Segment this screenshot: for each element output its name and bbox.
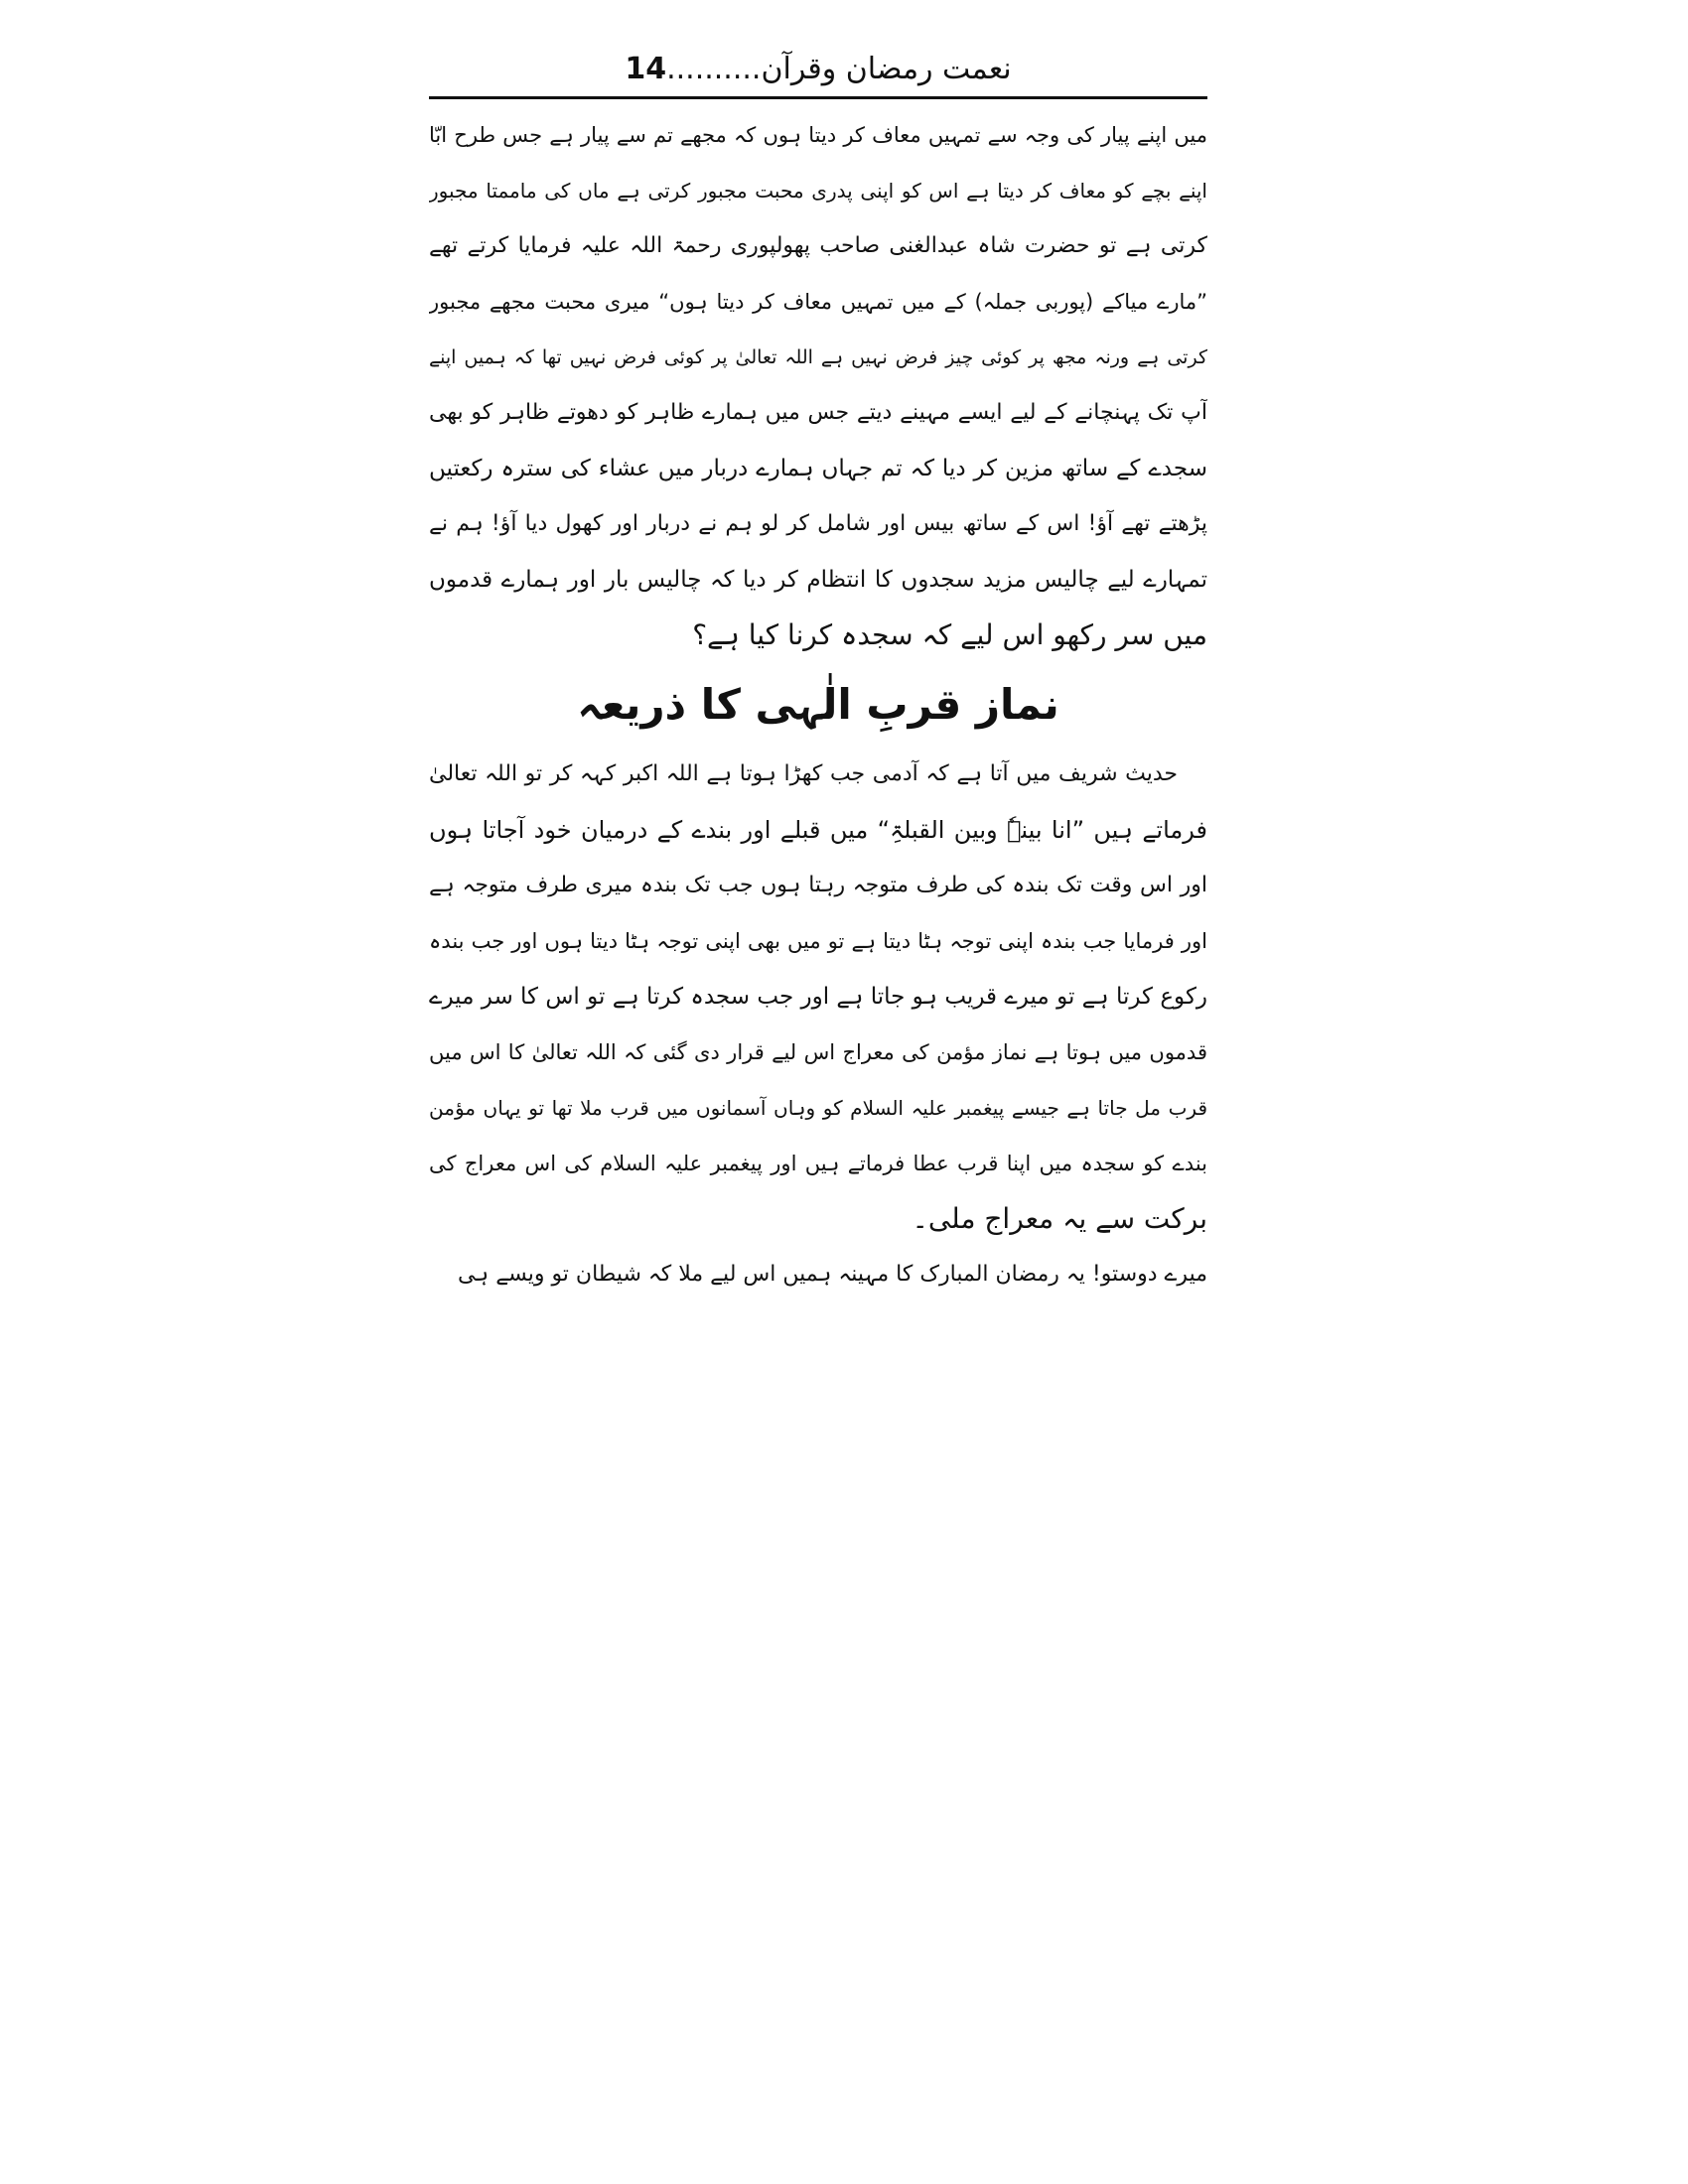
paragraph-1	[429, 107, 1207, 663]
text-line: بندے کو سجدہ میں اپنا قرب عطا فرماتے ہیں اور پیغمبر علیہ السلام کی اس معراج کی	[429, 1152, 1207, 1175]
page-body	[429, 107, 1207, 1302]
running-header-title: نعمت رمضان وقرآن	[761, 52, 1012, 86]
text-line: کرتی ہے ورنہ مجھ پر کوئی چیز فرض نہیں ہے اللہ تعالیٰ پر کوئی فرض نہیں تھا کہ ہمیں اپنے	[429, 346, 1207, 368]
text-line: کرتی ہے تو حضرت شاہ عبدالغنی صاحب پھولپوری رحمۃ اللہ علیہ فرمایا کرتے تھے	[429, 233, 1207, 258]
text-line: اور فرمایا جب بندہ اپنی توجہ ہٹا دیتا ہے تو میں بھی اپنی توجہ ہٹا دیتا ہوں اور جب بندہ	[429, 929, 1207, 953]
text-line: میں اپنے پیار کی وجہ سے تمہیں معاف کر دیتا ہوں کہ مجھے تم سے پیار ہے جس طرح ابّا	[429, 123, 1207, 147]
text-line: قدموں میں ہوتا ہے نماز مؤمن کی معراج اس لیے قرار دی گئی کہ اللہ تعالیٰ کا اس میں	[429, 1040, 1207, 1064]
text-line: میرے دوستو! یہ رمضان المبارک کا مہینہ ہمیں اس لیے ملا کہ شیطان تو ویسے ہی	[457, 1262, 1207, 1287]
paragraph-3	[429, 1247, 1207, 1302]
text-line: آپ تک پہنچانے کے لیے ایسے مہینے دیتے جس میں ہمارے ظاہر کو دھوتے ظاہر کو بھی	[429, 400, 1207, 425]
text-line: اور اس وقت تک بندہ کی طرف متوجہ رہتا ہوں جب تک بندہ میری طرف متوجہ ہے	[429, 873, 1207, 897]
section-heading: نماز قربِ الٰہی کا ذریعہ	[577, 680, 1059, 729]
text-line: پڑھتے تھے آؤ! اس کے ساتھ بیس اور شامل کر لو ہم نے دربار اور کھول دیا آؤ! ہم نے	[429, 511, 1207, 536]
text-line: فرماتے ہیں ”انا بینہٗ وبین القبلۃِ“ میں قبلے اور بندے کے درمیان خود آجاتا ہوں	[429, 816, 1207, 844]
text-line: میں سر رکھو اس لیے کہ سجدہ کرنا کیا ہے؟	[692, 618, 1207, 651]
text-line: ”مارے میاکے (پوربی جملہ) کے میں تمہیں معاف کر دیتا ہوں“ میری محبت مجھے مجبور	[429, 290, 1207, 314]
running-header	[429, 44, 1207, 95]
text-line: قرب مل جاتا ہے جیسے پیغمبر علیہ السلام کو وہاں آسمانوں میں قرب ملا تھا تو یہاں مؤمن	[429, 1096, 1207, 1120]
text-line: سجدے کے ساتھ مزین کر دیا کہ تم جہاں ہمارے دربار میں عشاء کی سترہ رکعتیں	[429, 456, 1207, 481]
paragraph-2	[429, 747, 1207, 1247]
text-line: اپنے بچے کو معاف کر دیتا ہے اس کو اپنی پدری محبت مجبور کرتی ہے ماں کی ماممتا مجبور	[429, 179, 1207, 203]
header-rule	[429, 96, 1207, 99]
text-line: برکت سے یہ معراج ملی۔	[912, 1202, 1207, 1235]
running-header-dots: ..........	[666, 52, 762, 86]
text-line: تمہارے لیے چالیس مزید سجدوں کا انتظام کر دیا کہ چالیس بار اور ہمارے قدموں	[429, 567, 1207, 593]
text-line: رکوع کرتا ہے تو میرے قریب ہو جاتا ہے اور جب سجدہ کرتا ہے تو اس کا سر میرے	[429, 984, 1207, 1010]
page-number: 14	[625, 52, 667, 86]
text-line: حدیث شریف میں آتا ہے کہ آدمی جب کھڑا ہوتا ہے اللہ اکبر کہہ کر تو اللہ تعالیٰ	[429, 761, 1178, 786]
